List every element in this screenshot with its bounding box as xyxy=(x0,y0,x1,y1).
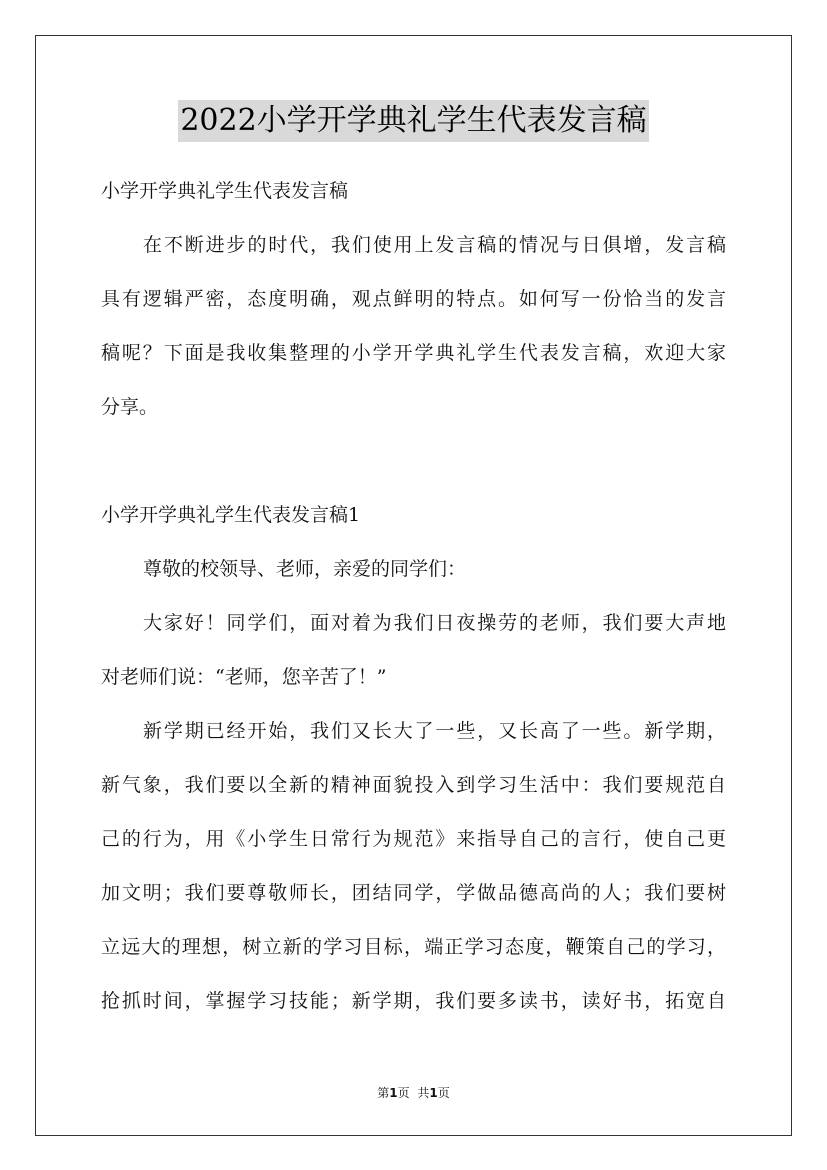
page-total: 1 xyxy=(429,1086,438,1100)
page-total-prefix: 共 xyxy=(417,1086,430,1100)
text-line: 在不断进步的时代，我们使用上发言稿的情况与日俱增，发言稿 xyxy=(143,234,726,256)
text-line: 分享。 xyxy=(101,396,159,418)
text-line: 新气象，我们要以全新的精神面貌投入到学习生活中：我们要规范自 xyxy=(101,774,726,796)
document-title: 2022小学开学典礼学生代表发言稿 xyxy=(178,100,648,142)
paragraph-gap xyxy=(101,434,726,488)
text-line: 小学开学典礼学生代表发言稿 xyxy=(101,180,349,202)
text-line: 新学期已经开始，我们又长大了一些，又长高了一些。新学期， xyxy=(143,720,726,742)
text-line: 稿呢？下面是我收集整理的小学开学典礼学生代表发言稿，欢迎大家 xyxy=(101,342,726,364)
page-total-suffix: 页 xyxy=(437,1086,450,1100)
text-line: 立远大的理想，树立新的学习目标，端正学习态度，鞭策自己的学习， xyxy=(101,936,726,958)
document-body xyxy=(101,164,726,1028)
text-line: 尊敬的校领导、老师，亲爱的同学们： xyxy=(143,558,467,580)
page-number-suffix: 页 xyxy=(397,1086,410,1100)
text-line: 对老师们说：“老师，您辛苦了！” xyxy=(101,666,387,688)
text-line: 抢抓时间，掌握学习技能；新学期，我们要多读书，读好书，拓宽自 xyxy=(101,990,726,1012)
text-line: 大家好！同学们，面对着为我们日夜操劳的老师，我们要大声地 xyxy=(143,612,726,634)
page-number: 1 xyxy=(389,1086,398,1100)
text-line: 加文明；我们要尊敬师长，团结同学，学做品德高尚的人；我们要树 xyxy=(101,882,726,904)
text-line: 小学开学典礼学生代表发言稿1 xyxy=(101,504,361,526)
page-footer xyxy=(0,1084,827,1101)
text-line: 己的行为，用《小学生日常行为规范》来指导自己的言行，使自己更 xyxy=(101,828,726,850)
page-number-prefix: 第 xyxy=(377,1086,390,1100)
text-line: 具有逻辑严密，态度明确，观点鲜明的特点。如何写一份恰当的发言 xyxy=(101,288,726,310)
title-container xyxy=(0,100,827,142)
